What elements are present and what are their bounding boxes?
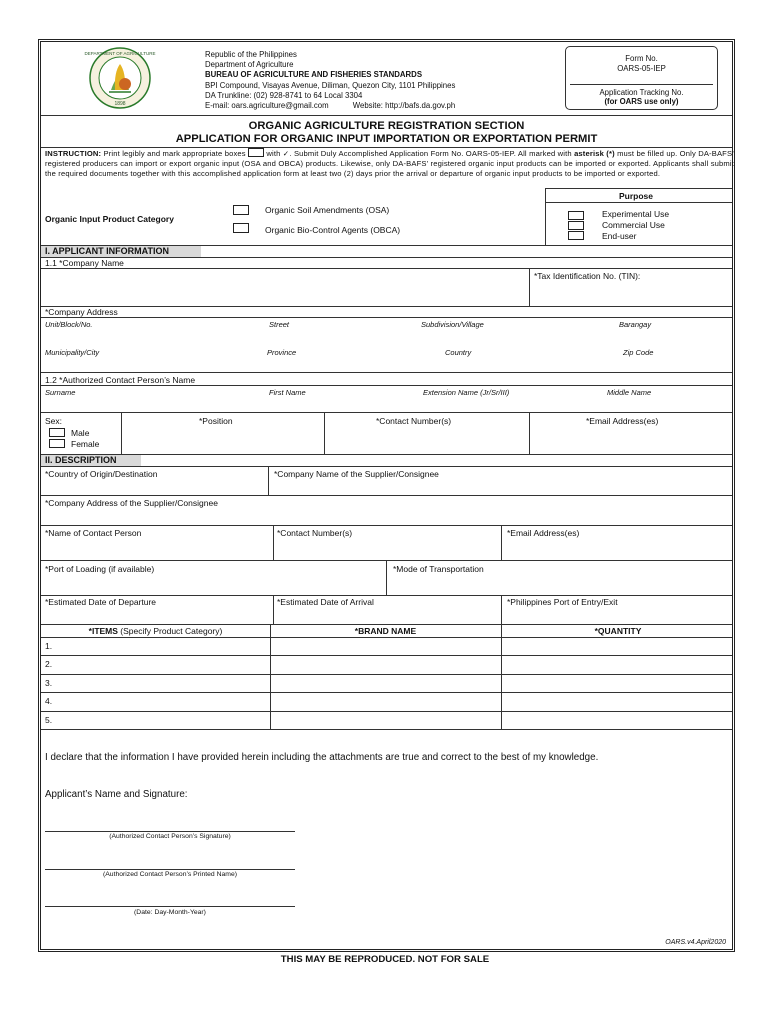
tracking-note: (for OARS use only) [604,97,679,106]
address-text: BPI Compound, Visayas Avenue, Diliman, Quezon City, 1101 Philippines [205,80,456,90]
company-address-field[interactable] [41,328,735,372]
extension-label: Extension Name (Jr/Sr/III) [423,388,510,397]
applicant-section-header: I. APPLICANT INFORMATION [41,245,201,257]
purpose-commercial-label: Commercial Use [602,220,665,230]
item-row-number: 4. [45,696,53,707]
arrival-field[interactable] [274,608,501,624]
country-origin-label: *Country of Origin/Destination [45,469,158,479]
tracking-label: Application Tracking No. [599,88,684,97]
instruction-label: INSTRUCTION: [45,149,102,158]
contact-numbers-field[interactable] [325,427,529,454]
email-field[interactable] [530,427,735,454]
country-label: Country [445,348,472,357]
purpose-label: Purpose [619,191,654,201]
male-label: Male [71,428,90,438]
declaration-text: I declare that the information I have provided herein including the attachments are true and correct to the best of my knowledge. [45,752,599,763]
transport-field[interactable] [387,575,735,595]
supplier-contact-person-label: *Name of Contact Person [45,528,142,538]
agency-block [205,50,545,111]
middle-name-label: Middle Name [607,388,652,397]
trunkline-text: DA Trunkline: (02) 928-8741 to 64 Local 3304 [205,90,363,100]
purpose-experimental-checkbox[interactable] [568,211,584,220]
purpose-enduser-checkbox[interactable] [568,231,584,240]
instruction-text: INSTRUCTION: Print legibly and mark appropriate boxes with ✓. Submit Duly Accomplished Application Form No. OARS-05-IEP. All marked with asterisk (*) must be filled up. Only DA-BAFS’ registered producers can import or export organic input (OSA and OBCA) products. Likewise, only DA-BAFS’ registered organic input products can be imported or exported. Applicants shall submit the required documents together with this accomplished application form at least two (2) days prior the arrival or departure of organic input products to be imported or exported. [45,149,735,179]
country-origin-field[interactable] [41,479,268,495]
arrival-label: *Estimated Date of Arrival [277,597,374,607]
item-row[interactable] [41,655,735,673]
position-label: *Position [199,416,233,426]
form-no-label: Form No. [625,54,658,63]
seal-year: 1898 [114,101,126,107]
barangay-label: Barangay [619,320,652,329]
website-text: Website: http://bafs.da.gov.ph [352,101,456,111]
seal-text: DEPARTMENT OF AGRICULTURE [84,51,156,56]
category-label: Organic Input Product Category [45,214,174,224]
supplier-contact-numbers-label: *Contact Number(s) [277,528,353,538]
port-loading-field[interactable] [41,575,386,595]
subdivision-label: Subdivision/Village [421,320,484,329]
application-title: APPLICATION FOR ORGANIC INPUT IMPORTATION OR EXPORTATION PERMIT [175,133,598,145]
item-row[interactable] [41,674,735,692]
supplier-name-field[interactable] [269,479,735,495]
departure-field[interactable] [41,608,273,624]
signature-line[interactable] [45,831,295,832]
surname-label: Surname [45,388,76,397]
quantity-col-header: *QUANTITY [594,626,642,636]
supplier-address-label: *Company Address of the Supplier/Consignee [45,498,218,508]
contact-numbers-label: *Contact Number(s) [376,416,452,426]
form-no-value: OARS-05-IEP [617,64,666,73]
item-row-number: 1. [45,641,53,651]
transport-label: *Mode of Transportation [393,564,484,574]
contact-person-field[interactable] [41,396,735,412]
position-field[interactable] [122,427,324,454]
male-checkbox[interactable] [49,428,65,437]
items-col-header: *ITEMS (Specify Product Category) [88,626,223,636]
brand-col-header: *BRAND NAME [354,626,417,636]
tin-field[interactable] [530,282,735,306]
unit-label: Unit/Block/No. [45,320,93,329]
street-label: Street [269,320,290,329]
supplier-email-field[interactable] [502,539,735,560]
asterisk-text: asterisk (*) [574,149,615,158]
purpose-experimental-label: Experimental Use [602,209,670,219]
republic-text: Republic of the Philippines [205,50,297,59]
supplier-address-field[interactable] [41,509,735,525]
date-line[interactable] [45,906,295,907]
supplier-email-label: *Email Address(es) [507,528,580,538]
tin-label: *Tax Identification No. (TIN): [534,271,641,281]
item-row[interactable] [41,637,735,655]
email-label: *Email Address(es) [586,416,659,426]
form-number-box [565,46,718,110]
obca-checkbox[interactable] [233,223,249,233]
supplier-contact-numbers-field[interactable] [274,539,501,560]
supplier-contact-person-field[interactable] [41,539,273,560]
item-row-number: 2. [45,659,53,670]
departure-label: *Estimated Date of Departure [45,597,157,607]
supplier-name-label: *Company Name of the Supplier/Consignee [274,469,439,479]
signature-label: Applicant’s Name and Signature: [45,789,188,800]
department-text: Department of Agriculture [205,60,294,70]
municipality-label: Municipality/City [45,348,100,357]
port-loading-label: *Port of Loading (if available) [45,564,155,574]
osa-checkbox[interactable] [233,205,249,215]
zip-label: Zip Code [623,348,654,357]
province-label: Province [267,348,297,357]
printed-name-line[interactable] [45,869,295,870]
purpose-enduser-label: End-user [602,231,637,241]
purpose-commercial-checkbox[interactable] [568,221,584,230]
osa-option-label: Organic Soil Amendments (OSA) [265,205,390,215]
port-entry-label: *Philippines Port of Entry/Exit [507,597,618,607]
company-address-label: *Company Address [45,307,118,317]
contact-person-label: 1.2 *Authorized Contact Person’s Name [45,375,196,385]
email-text: E-mail: oars.agriculture@gmail.com [205,101,329,111]
company-name-label: 1.1 *Company Name [45,258,124,268]
da-seal-logo [81,46,159,110]
item-row[interactable] [41,711,735,729]
female-checkbox[interactable] [49,439,65,448]
application-form [38,39,735,952]
description-section-header: II. DESCRIPTION [41,455,141,466]
bureau-text: BUREAU OF AGRICULTURE AND FISHERIES STANDARDS [205,70,423,80]
signature-caption: (Authorized Contact Person’s Signature) [109,833,231,840]
printed-name-caption: (Authorized Contact Person’s Printed Name) [103,871,237,878]
date-caption: (Date: Day-Month-Year) [134,909,206,916]
female-label: Female [71,439,100,449]
port-entry-field[interactable] [502,608,735,624]
section-title: ORGANIC AGRICULTURE REGISTRATION SECTION [248,120,525,132]
footer-notice: THIS MAY BE REPRODUCED. NOT FOR SALE [280,954,490,965]
obca-option-label: Organic Bio-Control Agents (OBCA) [265,225,401,235]
sample-checkbox [248,148,264,157]
item-row-number: 5. [45,714,53,725]
item-row[interactable] [41,692,735,710]
sex-label: Sex: [45,416,63,426]
version-text: OARS.v4.April2020 [665,939,726,946]
item-row-number: 3. [45,677,53,688]
first-name-label: First Name [269,388,306,397]
company-name-field[interactable] [41,268,529,306]
